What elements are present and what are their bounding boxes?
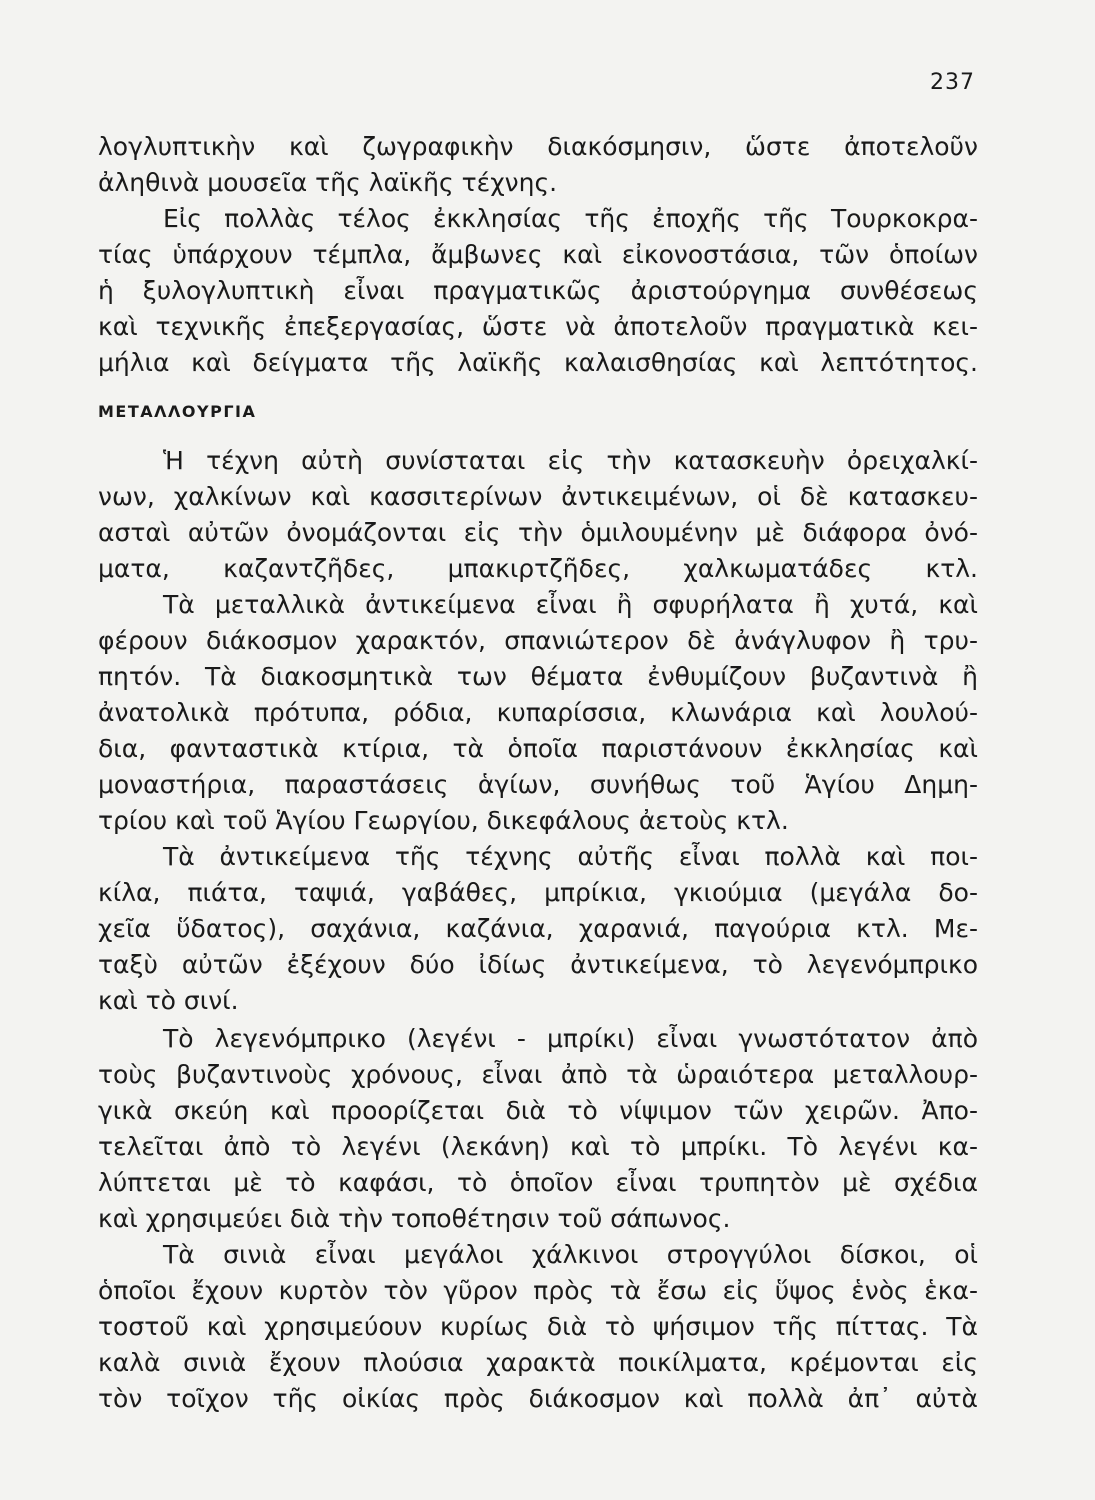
text-line: καὶ χρησιμεύει διὰ τὴν τοποθέτησιν τοῦ σάπωνος. [98,1204,731,1233]
text-line: Εἰς πολλὰς τέλος ἐκκλησίας τῆς ἐποχῆς τῆς Τουρκοκρα- [163,204,978,233]
text-line: Τὸ λεγενόμπρικο (λεγένι - μπρίκι) εἶναι γνωστότατον ἀπὸ [163,1024,978,1053]
text-line: μοναστήρια, παραστάσεις ἁγίων, συνήθως τοῦ Ἁγίου Δημη- [98,770,978,799]
text-line: τοστοῦ καὶ χρησιμεύουν κυρίως διὰ τὸ ψήσιμον τῆς πίττας. Τὰ [98,1312,978,1341]
text-line: νων, χαλκίνων καὶ κασσιτερίνων ἀντικειμένων, οἱ δὲ κατασκευ- [98,482,978,511]
text-line: ασταὶ αὐτῶν ὀνομάζονται εἰς τὴν ὁμιλουμένην μὲ διάφορα ὀνό- [98,518,978,547]
text-line: τὸν τοῖχον τῆς οἰκίας πρὸς διάκοσμον καὶ πολλὰ ἀπ᾽ αὐτὰ [98,1384,978,1413]
text-line: δια, φανταστικὰ κτίρια, τὰ ὁποῖα παριστάνουν ἐκκλησίας καὶ [98,734,978,763]
text-line: κίλα, πιάτα, ταψιά, γαβάθες, μπρίκια, γκιούμια (μεγάλα δο- [98,878,978,907]
page-number: 237 [930,70,975,95]
text-line: Τὰ σινιὰ εἶναι μεγάλοι χάλκινοι στρογγύλοι δίσκοι, οἱ [163,1240,978,1269]
text-line: καλὰ σινιὰ ἔχουν πλούσια χαρακτὰ ποικίλματα, κρέμονται εἰς [98,1348,978,1377]
text-line: ματα, καζαντζῆδες, μπακιρτζῆδες, χαλκωματάδες κτλ. [98,554,978,583]
text-line: ὁποῖοι ἔχουν κυρτὸν τὸν γῦρον πρὸς τὰ ἔσω εἰς ὕψος ἑνὸς ἑκα- [98,1276,978,1305]
text-line: ἀνατολικὰ πρότυπα, ρόδια, κυπαρίσσια, κλωνάρια καὶ λουλού- [98,698,978,727]
text-line: Τὰ ἀντικείμενα τῆς τέχνης αὐτῆς εἶναι πολλὰ καὶ ποι- [163,842,978,871]
text-line: λογλυπτικὴν καὶ ζωγραφικὴν διακόσμησιν, ὥστε ἀποτελοῦν [98,132,978,161]
text-line: φέρουν διάκοσμον χαρακτόν, σπανιώτερον δὲ ἀνάγλυφον ἢ τρυ- [98,626,978,655]
text-line: πητόν. Τὰ διακοσμητικὰ των θέματα ἐνθυμίζουν βυζαντινὰ ἢ [98,662,978,691]
text-line: τοὺς βυζαντινοὺς χρόνους, εἶναι ἀπὸ τὰ ὡραιότερα μεταλλουρ- [98,1060,978,1089]
text-line: ταξὺ αὐτῶν ἐξέχουν δύο ἰδίως ἀντικείμενα, τὸ λεγενόμπρικο [98,950,978,979]
text-line: χεῖα ὕδατος), σαχάνια, καζάνια, χαρανιά, παγούρια κτλ. Με- [98,914,978,943]
text-line: ἀληθινὰ μουσεῖα τῆς λαϊκῆς τέχνης. [98,168,558,197]
text-line: καὶ τὸ σινί. [98,986,239,1015]
text-line: γικὰ σκεύη καὶ προορίζεται διὰ τὸ νίψιμον τῶν χειρῶν. Ἀπο- [98,1096,978,1125]
text-line: μήλια καὶ δείγματα τῆς λαϊκῆς καλαισθησίας καὶ λεπτότητος. [98,348,978,377]
text-line: λύπτεται μὲ τὸ καφάσι, τὸ ὁποῖον εἶναι τρυπητὸν μὲ σχέδια [98,1168,978,1197]
text-line: τρίου καὶ τοῦ Ἁγίου Γεωργίου, δικεφάλους ἀετοὺς κτλ. [98,806,789,835]
text-line: Τὰ μεταλλικὰ ἀντικείμενα εἶναι ἢ σφυρήλατα ἢ χυτά, καὶ [163,590,978,619]
text-line: τελεῖται ἀπὸ τὸ λεγένι (λεκάνη) καὶ τὸ μπρίκι. Τὸ λεγένι κα- [98,1132,978,1161]
section-heading: ΜΕΤΑΛΛΟΥΡΓΙΑ [98,402,257,421]
text-line: καὶ τεχνικῆς ἐπεξεργασίας, ὥστε νὰ ἀποτελοῦν πραγματικὰ κει- [98,312,978,341]
text-line: Ἡ τέχνη αὐτὴ συνίσταται εἰς τὴν κατασκευὴν ὀρειχαλκί- [163,446,978,475]
text-line: τίας ὑπάρχουν τέμπλα, ἄμβωνες καὶ εἰκονοστάσια, τῶν ὁποίων [98,240,978,269]
text-line: ἡ ξυλογλυπτικὴ εἶναι πραγματικῶς ἀριστούργημα συνθέσεως [98,276,978,305]
